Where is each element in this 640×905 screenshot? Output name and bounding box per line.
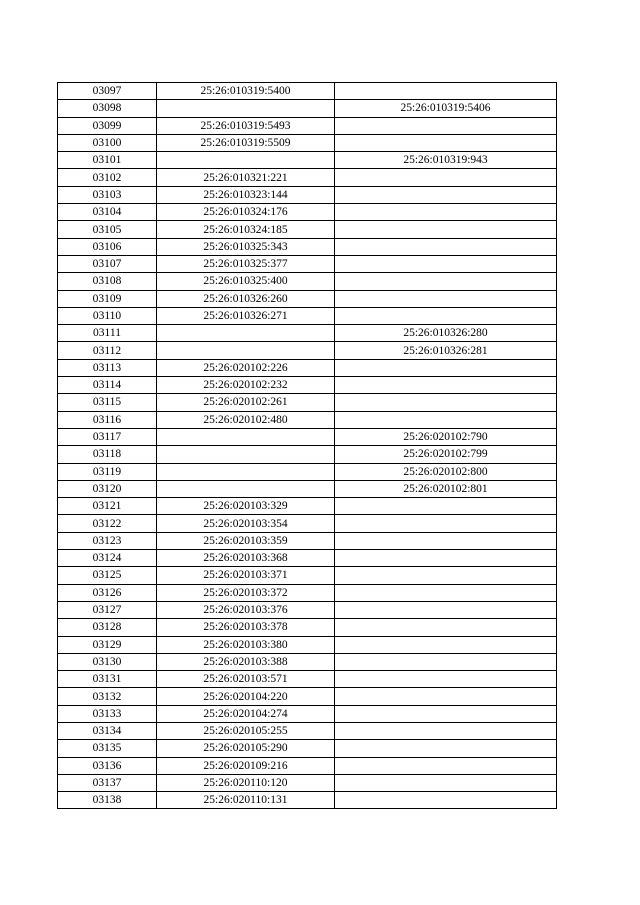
table-row xyxy=(58,255,557,272)
cadastral-number-alt-cell xyxy=(335,705,557,722)
cadastral-number-cell: 25:26:020104:220 xyxy=(157,688,335,705)
row-number-cell: 03106 xyxy=(58,238,157,255)
cadastral-number-alt-cell xyxy=(335,186,557,203)
table-row xyxy=(58,411,557,428)
table-row xyxy=(58,757,557,774)
cadastral-number-cell: 25:26:020105:255 xyxy=(157,722,335,739)
table-row xyxy=(58,619,557,636)
row-number-cell: 03130 xyxy=(58,653,157,670)
row-number-cell: 03127 xyxy=(58,601,157,618)
row-number-cell: 03137 xyxy=(58,774,157,791)
cadastral-number-alt-cell: 25:26:010319:5406 xyxy=(335,100,557,117)
table-row xyxy=(58,325,557,342)
row-number-cell: 03102 xyxy=(58,169,157,186)
cadastral-number-cell: 25:26:020103:380 xyxy=(157,636,335,653)
table-row xyxy=(58,169,557,186)
cadastral-number-alt-cell xyxy=(335,221,557,238)
cadastral-number-cell: 25:26:020103:371 xyxy=(157,567,335,584)
cadastral-number-cell: 25:26:010326:260 xyxy=(157,290,335,307)
cadastral-number-cell: 25:26:020105:290 xyxy=(157,740,335,757)
cadastral-number-alt-cell xyxy=(335,290,557,307)
cadastral-number-cell: 25:26:020103:359 xyxy=(157,532,335,549)
cadastral-number-alt-cell xyxy=(335,653,557,670)
row-number-cell: 03097 xyxy=(58,83,157,100)
row-number-cell: 03131 xyxy=(58,671,157,688)
row-number-cell: 03108 xyxy=(58,273,157,290)
table-row xyxy=(58,204,557,221)
table-row xyxy=(58,532,557,549)
table-row xyxy=(58,601,557,618)
cadastral-number-alt-cell: 25:26:020102:799 xyxy=(335,446,557,463)
cadastral-number-cell xyxy=(157,325,335,342)
row-number-cell: 03104 xyxy=(58,204,157,221)
table-row xyxy=(58,100,557,117)
table-row xyxy=(58,636,557,653)
cadastral-number-alt-cell xyxy=(335,134,557,151)
cadastral-number-cell: 25:26:020103:388 xyxy=(157,653,335,670)
cadastral-number-cell: 25:26:020104:274 xyxy=(157,705,335,722)
cadastral-number-cell xyxy=(157,152,335,169)
table-row xyxy=(58,740,557,757)
row-number-cell: 03115 xyxy=(58,394,157,411)
cadastral-number-alt-cell xyxy=(335,411,557,428)
cadastral-number-alt-cell xyxy=(335,498,557,515)
cadastral-number-cell: 25:26:010319:5400 xyxy=(157,83,335,100)
cadastral-number-cell: 25:26:020102:232 xyxy=(157,377,335,394)
cadastral-number-cell: 25:26:020103:372 xyxy=(157,584,335,601)
cadastral-number-alt-cell xyxy=(335,567,557,584)
cadastral-number-cell xyxy=(157,463,335,480)
cadastral-number-alt-cell: 25:26:010319:943 xyxy=(335,152,557,169)
cadastral-number-alt-cell xyxy=(335,255,557,272)
row-number-cell: 03124 xyxy=(58,550,157,567)
table-row xyxy=(58,705,557,722)
table-row xyxy=(58,480,557,497)
cadastral-number-table xyxy=(57,82,557,809)
cadastral-number-cell: 25:26:020103:376 xyxy=(157,601,335,618)
cadastral-number-cell xyxy=(157,100,335,117)
row-number-cell: 03121 xyxy=(58,498,157,515)
cadastral-number-alt-cell xyxy=(335,394,557,411)
cadastral-number-cell: 25:26:020109:216 xyxy=(157,757,335,774)
cadastral-number-cell: 25:26:010323:144 xyxy=(157,186,335,203)
table-row xyxy=(58,688,557,705)
cadastral-number-cell: 25:26:010325:400 xyxy=(157,273,335,290)
cadastral-number-cell: 25:26:020102:226 xyxy=(157,359,335,376)
table-row xyxy=(58,186,557,203)
row-number-cell: 03129 xyxy=(58,636,157,653)
cadastral-number-cell: 25:26:010325:377 xyxy=(157,255,335,272)
cadastral-number-alt-cell: 25:26:020102:801 xyxy=(335,480,557,497)
cadastral-number-cell: 25:26:020102:261 xyxy=(157,394,335,411)
table-row xyxy=(58,428,557,445)
cadastral-number-alt-cell: 25:26:010326:281 xyxy=(335,342,557,359)
cadastral-number-cell: 25:26:010324:185 xyxy=(157,221,335,238)
cadastral-number-alt-cell xyxy=(335,83,557,100)
table-row xyxy=(58,342,557,359)
row-number-cell: 03132 xyxy=(58,688,157,705)
cadastral-number-cell: 25:26:010321:221 xyxy=(157,169,335,186)
table-row xyxy=(58,792,557,809)
row-number-cell: 03109 xyxy=(58,290,157,307)
table-body xyxy=(58,83,557,809)
row-number-cell: 03119 xyxy=(58,463,157,480)
cadastral-number-alt-cell: 25:26:020102:800 xyxy=(335,463,557,480)
cadastral-number-cell: 25:26:020103:378 xyxy=(157,619,335,636)
cadastral-number-alt-cell xyxy=(335,238,557,255)
cadastral-number-cell: 25:26:010324:176 xyxy=(157,204,335,221)
row-number-cell: 03125 xyxy=(58,567,157,584)
table-row xyxy=(58,83,557,100)
cadastral-number-alt-cell xyxy=(335,359,557,376)
cadastral-number-cell: 25:26:020103:329 xyxy=(157,498,335,515)
row-number-cell: 03098 xyxy=(58,100,157,117)
row-number-cell: 03116 xyxy=(58,411,157,428)
cadastral-number-alt-cell xyxy=(335,515,557,532)
row-number-cell: 03117 xyxy=(58,428,157,445)
cadastral-number-cell xyxy=(157,480,335,497)
table-row xyxy=(58,653,557,670)
cadastral-number-alt-cell xyxy=(335,757,557,774)
row-number-cell: 03111 xyxy=(58,325,157,342)
cadastral-number-cell: 25:26:020102:480 xyxy=(157,411,335,428)
table-row xyxy=(58,377,557,394)
cadastral-number-alt-cell xyxy=(335,619,557,636)
cadastral-number-cell xyxy=(157,342,335,359)
table-row xyxy=(58,498,557,515)
cadastral-number-cell: 25:26:010319:5493 xyxy=(157,117,335,134)
cadastral-number-cell: 25:26:020110:120 xyxy=(157,774,335,791)
table-row xyxy=(58,273,557,290)
row-number-cell: 03118 xyxy=(58,446,157,463)
cadastral-number-alt-cell xyxy=(335,636,557,653)
cadastral-number-alt-cell xyxy=(335,671,557,688)
table-row xyxy=(58,463,557,480)
row-number-cell: 03134 xyxy=(58,722,157,739)
cadastral-number-alt-cell xyxy=(335,532,557,549)
cadastral-number-alt-cell xyxy=(335,740,557,757)
row-number-cell: 03133 xyxy=(58,705,157,722)
cadastral-number-alt-cell xyxy=(335,792,557,809)
cadastral-number-alt-cell xyxy=(335,722,557,739)
row-number-cell: 03107 xyxy=(58,255,157,272)
row-number-cell: 03110 xyxy=(58,307,157,324)
row-number-cell: 03135 xyxy=(58,740,157,757)
row-number-cell: 03112 xyxy=(58,342,157,359)
cadastral-number-alt-cell xyxy=(335,774,557,791)
row-number-cell: 03101 xyxy=(58,152,157,169)
table-row xyxy=(58,394,557,411)
row-number-cell: 03126 xyxy=(58,584,157,601)
row-number-cell: 03138 xyxy=(58,792,157,809)
cadastral-number-alt-cell xyxy=(335,688,557,705)
cadastral-number-alt-cell xyxy=(335,117,557,134)
cadastral-number-alt-cell xyxy=(335,204,557,221)
cadastral-number-cell: 25:26:020103:368 xyxy=(157,550,335,567)
table-row xyxy=(58,290,557,307)
cadastral-number-cell: 25:26:020103:354 xyxy=(157,515,335,532)
table-row xyxy=(58,446,557,463)
row-number-cell: 03113 xyxy=(58,359,157,376)
cadastral-number-cell xyxy=(157,446,335,463)
table-row xyxy=(58,117,557,134)
table-row xyxy=(58,515,557,532)
table-row xyxy=(58,359,557,376)
cadastral-number-cell: 25:26:010325:343 xyxy=(157,238,335,255)
row-number-cell: 03100 xyxy=(58,134,157,151)
cadastral-number-cell: 25:26:010319:5509 xyxy=(157,134,335,151)
table-row xyxy=(58,774,557,791)
row-number-cell: 03123 xyxy=(58,532,157,549)
row-number-cell: 03120 xyxy=(58,480,157,497)
cadastral-number-alt-cell: 25:26:020102:790 xyxy=(335,428,557,445)
table-row xyxy=(58,238,557,255)
row-number-cell: 03099 xyxy=(58,117,157,134)
cadastral-number-alt-cell xyxy=(335,169,557,186)
cadastral-number-alt-cell xyxy=(335,601,557,618)
cadastral-number-alt-cell xyxy=(335,584,557,601)
table-row xyxy=(58,722,557,739)
cadastral-number-cell: 25:26:020103:571 xyxy=(157,671,335,688)
row-number-cell: 03128 xyxy=(58,619,157,636)
table-row xyxy=(58,550,557,567)
cadastral-number-alt-cell: 25:26:010326:280 xyxy=(335,325,557,342)
table-row xyxy=(58,584,557,601)
cadastral-number-alt-cell xyxy=(335,273,557,290)
table-row xyxy=(58,307,557,324)
row-number-cell: 03136 xyxy=(58,757,157,774)
table-row xyxy=(58,134,557,151)
table-row xyxy=(58,221,557,238)
table-row xyxy=(58,152,557,169)
cadastral-number-alt-cell xyxy=(335,550,557,567)
row-number-cell: 03105 xyxy=(58,221,157,238)
cadastral-number-cell: 25:26:020110:131 xyxy=(157,792,335,809)
row-number-cell: 03114 xyxy=(58,377,157,394)
cadastral-number-cell: 25:26:010326:271 xyxy=(157,307,335,324)
table-row xyxy=(58,567,557,584)
cadastral-number-alt-cell xyxy=(335,307,557,324)
row-number-cell: 03103 xyxy=(58,186,157,203)
cadastral-number-cell xyxy=(157,428,335,445)
cadastral-number-alt-cell xyxy=(335,377,557,394)
row-number-cell: 03122 xyxy=(58,515,157,532)
table-row xyxy=(58,671,557,688)
